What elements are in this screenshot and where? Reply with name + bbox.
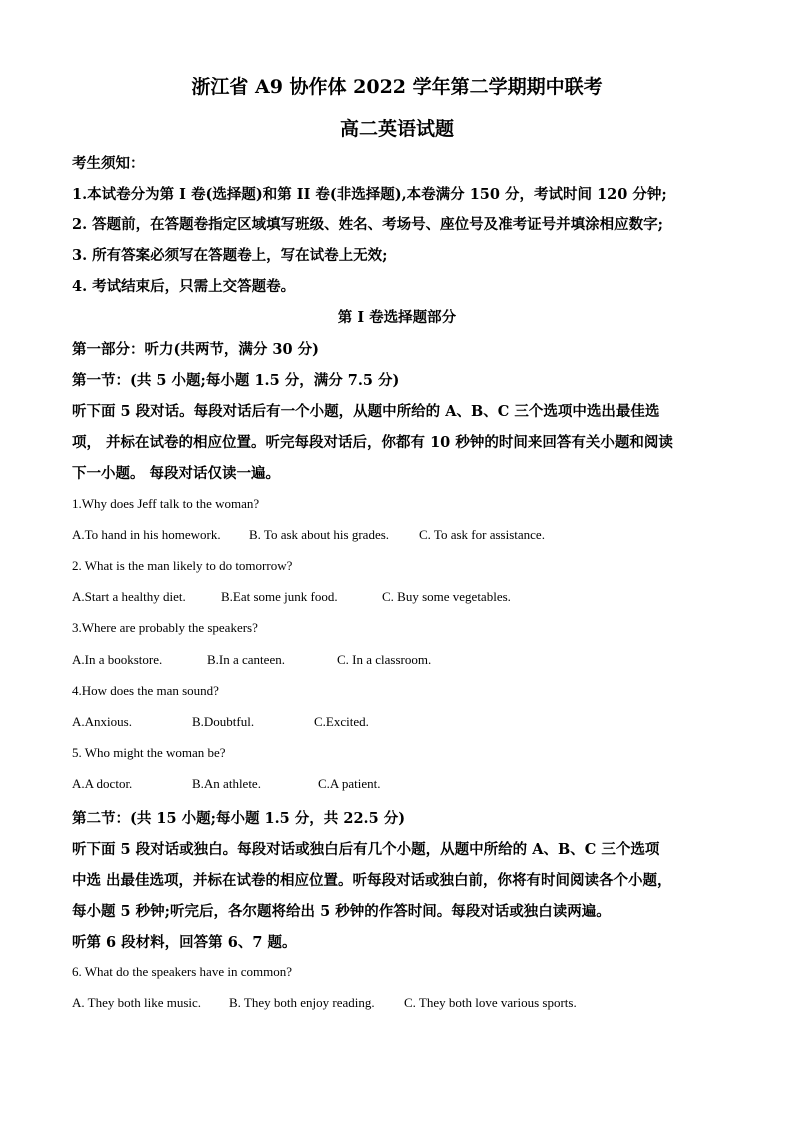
question-stem: 5. Who might the woman be? [72,745,226,760]
section2-instruction: 每小题 5 秒钟;听完后，各尔题将给出 5 秒钟的作答时间。每段对话或独白读两遍。 [72,903,611,920]
question-stem: 2. What is the man likely to do tomorrow? [72,558,293,573]
notice-item: 4. 考试结束后，只需上交答题卷。 [72,278,296,295]
option-a: A.Start a healthy diet. [72,589,186,604]
option-a: A.Anxious. [72,714,132,729]
section1-instruction: 下一小题。 每段对话仅读一遍。 [72,465,281,482]
volume-title: 第 I 卷选择题部分 [337,309,457,326]
option-b: B.Eat some junk food. [221,589,338,604]
question-stem: 3.Where are probably the speakers? [72,620,258,635]
part1-title: 第一部分：听力(共两节，满分 30 分) [72,341,319,358]
option-c: C. In a classroom. [337,652,432,667]
option-b: B.In a canteen. [207,652,285,667]
notice-item: 1.本试卷分为第 I 卷(选择题)和第 II 卷(非选择题),本卷满分 150 分，考试时间 120 分钟; [72,186,667,203]
option-c: C.A patient. [318,776,381,791]
section2-instruction: 中选 出最佳选项，并标在试卷的相应位置。听每段对话或独白前，你将有时间阅读各个小题， [72,872,672,889]
option-c: C. They both love various sports. [404,995,577,1010]
option-a: A.To hand in his homework. [72,527,221,542]
notice-heading: 考生须知： [72,155,145,172]
option-b: B. They both enjoy reading. [229,995,375,1010]
question-stem: 4.How does the man sound? [72,683,219,698]
notice-item: 3. 所有答案必须写在答题卷上，写在试卷上无效; [72,247,388,264]
question-stem: 1.Why does Jeff talk to the woman? [72,496,260,511]
option-a: A.A doctor. [72,776,133,791]
option-a: A.In a bookstore. [72,652,163,667]
section1-title: 第一节：(共 5 小题;每小题 1.5 分，满分 7.5 分) [72,372,400,389]
option-b: B. To ask about his grades. [249,527,390,542]
option-c: C.Excited. [314,714,369,729]
exam-title: 浙江省 A9 协作体 2022 学年第二学期期中联考 [191,76,603,98]
material-note: 听第 6 段材料，回答第 6、7 题。 [72,934,297,951]
section2-instruction: 听下面 5 段对话或独白。每段对话或独白后有几个小题，从题中所给的 A、B、C 三个选项 [72,841,660,858]
exam-subtitle: 高二英语试题 [339,118,454,140]
option-b: B.Doubtful. [192,714,255,729]
section2-title: 第二节：(共 15 小题;每小题 1.5 分，共 22.5 分) [72,810,406,827]
section1-instruction: 项， 并标在试卷的相应位置。听完每段对话后，你都有 10 秒钟的时间来回答有关小题和阅读 [72,434,673,451]
option-b: B.An athlete. [192,776,261,791]
section1-instruction: 听下面 5 段对话。每段对话后有一个小题，从题中所给的 A、B、C 三个选项中选出最佳选 [72,403,660,420]
option-c: C. Buy some vegetables. [382,589,511,604]
question-stem: 6. What do the speakers have in common? [72,964,292,979]
notice-item: 2. 答题前，在答题卷指定区域填写班级、姓名、考场号、座位号及准考证号并填涂相应数字; [72,216,664,233]
option-c: C. To ask for assistance. [419,527,545,542]
option-a: A. They both like music. [72,995,202,1010]
